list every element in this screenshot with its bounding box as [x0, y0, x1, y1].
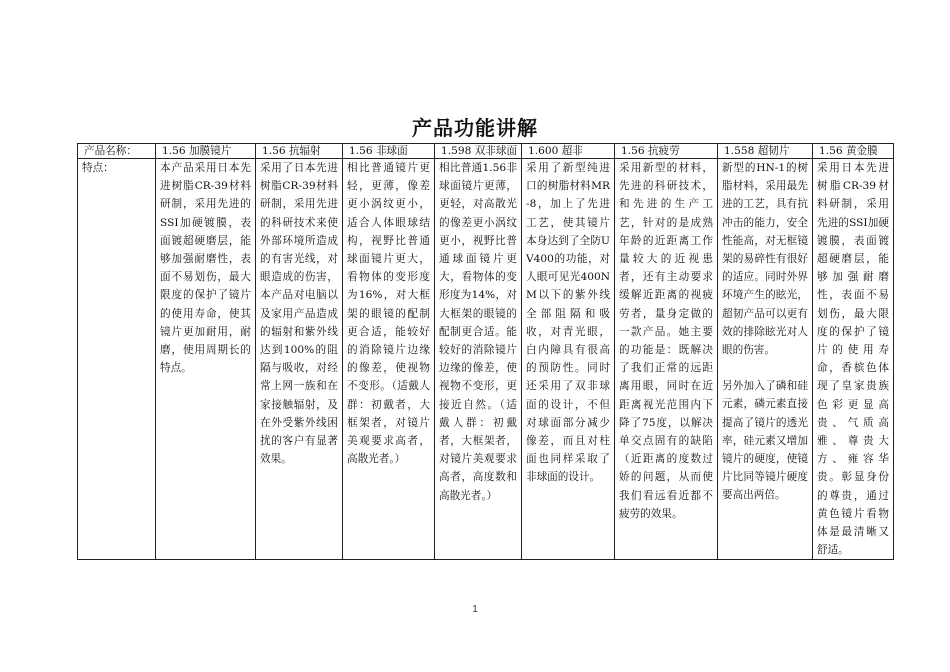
feature-cell: 采用日本先进树脂CR-39材料研制，采用先进的SSI加硬镀膜，表面镀超硬磨层，能够加强耐磨性，表面不易划伤，最大限度的保护了镜片的使用寿命，香槟色体现了皇家贵族色彩更显高贵、气质高雅、尊贵大方、雍容华贵。彰显身份的尊贵，通过黄色镜片看物体是最清晰又舒适。	[813, 159, 894, 560]
row-label-product-name: 产品名称：	[78, 144, 156, 159]
product-name-row	[78, 144, 894, 159]
product-table	[77, 143, 894, 560]
feature-cell: 采用了日本先进树脂CR-39材料研制，采用先进的科研技术来使外部环境所造成的有害光线，对眼造成的伤害，本产品对电脑以及家用产品造成的辐射和紫外线达到100%的阻隔与吸收，对经常上网一族和在家接触辐射，及在外受紫外线困扰的客户有显著效果。	[256, 159, 343, 560]
paragraph-gap	[722, 359, 808, 377]
feature-cell: 本产品采用日本先进树脂CR-39材料研制，采用先进的SSI加硬镀膜，表面镀超硬磨层，能够加强耐磨性，表面不易划伤，最大限度的保护了镜片的使用寿命，使其镜片更加耐用，耐磨，使用周期长的特点。	[156, 159, 256, 560]
feature-cell: 采用了新型纯进口的树脂材料MR-8，加上了先进工艺，使其镜片本身达到了全防UV400的功能，对人眼可见光400NM以下的紫外线全部阻隔和吸收，对青光眼，白内障具有很高的预防性。同时还采用了双非球面的设计，不但对球面部分减少像差，而且对柱面也同样采取了非球面的设计。	[522, 159, 615, 560]
product-name-cell: 1.558 超韧片	[718, 144, 813, 159]
feature-cell	[718, 159, 813, 560]
product-name-cell: 1.56 非球面	[343, 144, 435, 159]
feature-cell: 采用新型的材料，先进的科研技术，和先进的生产工艺，针对的是成熟年龄的近距离工作量较大的近视患者，还有主动要求缓解近距离的视疲劳者，量身定做的一款产品。她主要的功能是：既解决了我们正常的远距离用眼，同时在近距离视光范围内下降了75度，以解决单交点固有的缺陷（近距离的度数过娇的问题，从而使我们看远看近都不疲劳的效果。	[615, 159, 718, 560]
feature-cell: 相比普通镜片更轻，更薄，像差更小涡纹更小，适合人体眼球结构，视野比普通球面镜片更大，看物体的变形度为16%，对大框架的眼镜的配制更合适，能较好的消除镜片边缘的像差，使视物不变形。（适戴人群：初戴者，大框架者，对镜片美观要求高者，高散光者。）	[343, 159, 435, 560]
product-name-cell: 1.56 抗辐射	[256, 144, 343, 159]
product-name-cell: 1.56 加膜镜片	[156, 144, 256, 159]
product-name-cell: 1.598 双非球面	[435, 144, 522, 159]
product-name-cell: 1.56 抗疲劳	[615, 144, 718, 159]
page-number: 1	[472, 604, 478, 615]
product-name-cell: 1.56 黄金膜	[813, 144, 894, 159]
page-title: 产品功能讲解	[412, 116, 538, 140]
product-name-cell: 1.600 超非	[522, 144, 615, 159]
feature-cell: 相比普通1.56非球面镜片更薄，更轻，对高散光的像差更小涡纹更小，视野比普通球面镜片更大，看物体的变形度为14%，对大框架的眼镜的配制更合适。能较好的消除镜片边缘的像差，使视物不变形，更接近自然。（适戴人群：初戴者，大框架者，对镜片美观要求高者，高度数和高散光者。）	[435, 159, 522, 560]
features-row	[78, 159, 894, 560]
feature-paragraph-extra: 另外加入了磷和硅元素，磷元素直接提高了镜片的透光率，硅元素又增加镜片的硬度，使镜片比同等镜片硬度要高出两倍。	[722, 380, 808, 502]
feature-paragraph: 新型的HN-1的树脂材料，采用最先进的工艺，具有抗冲击的能力，安全性能高，对无框镜架的易碎性有很好的适应。同时外界环境产生的眩光，超韧产品可以更有效的排除眩光对人眼的伤害。	[722, 162, 808, 357]
row-label-features: 特点：	[78, 159, 156, 560]
